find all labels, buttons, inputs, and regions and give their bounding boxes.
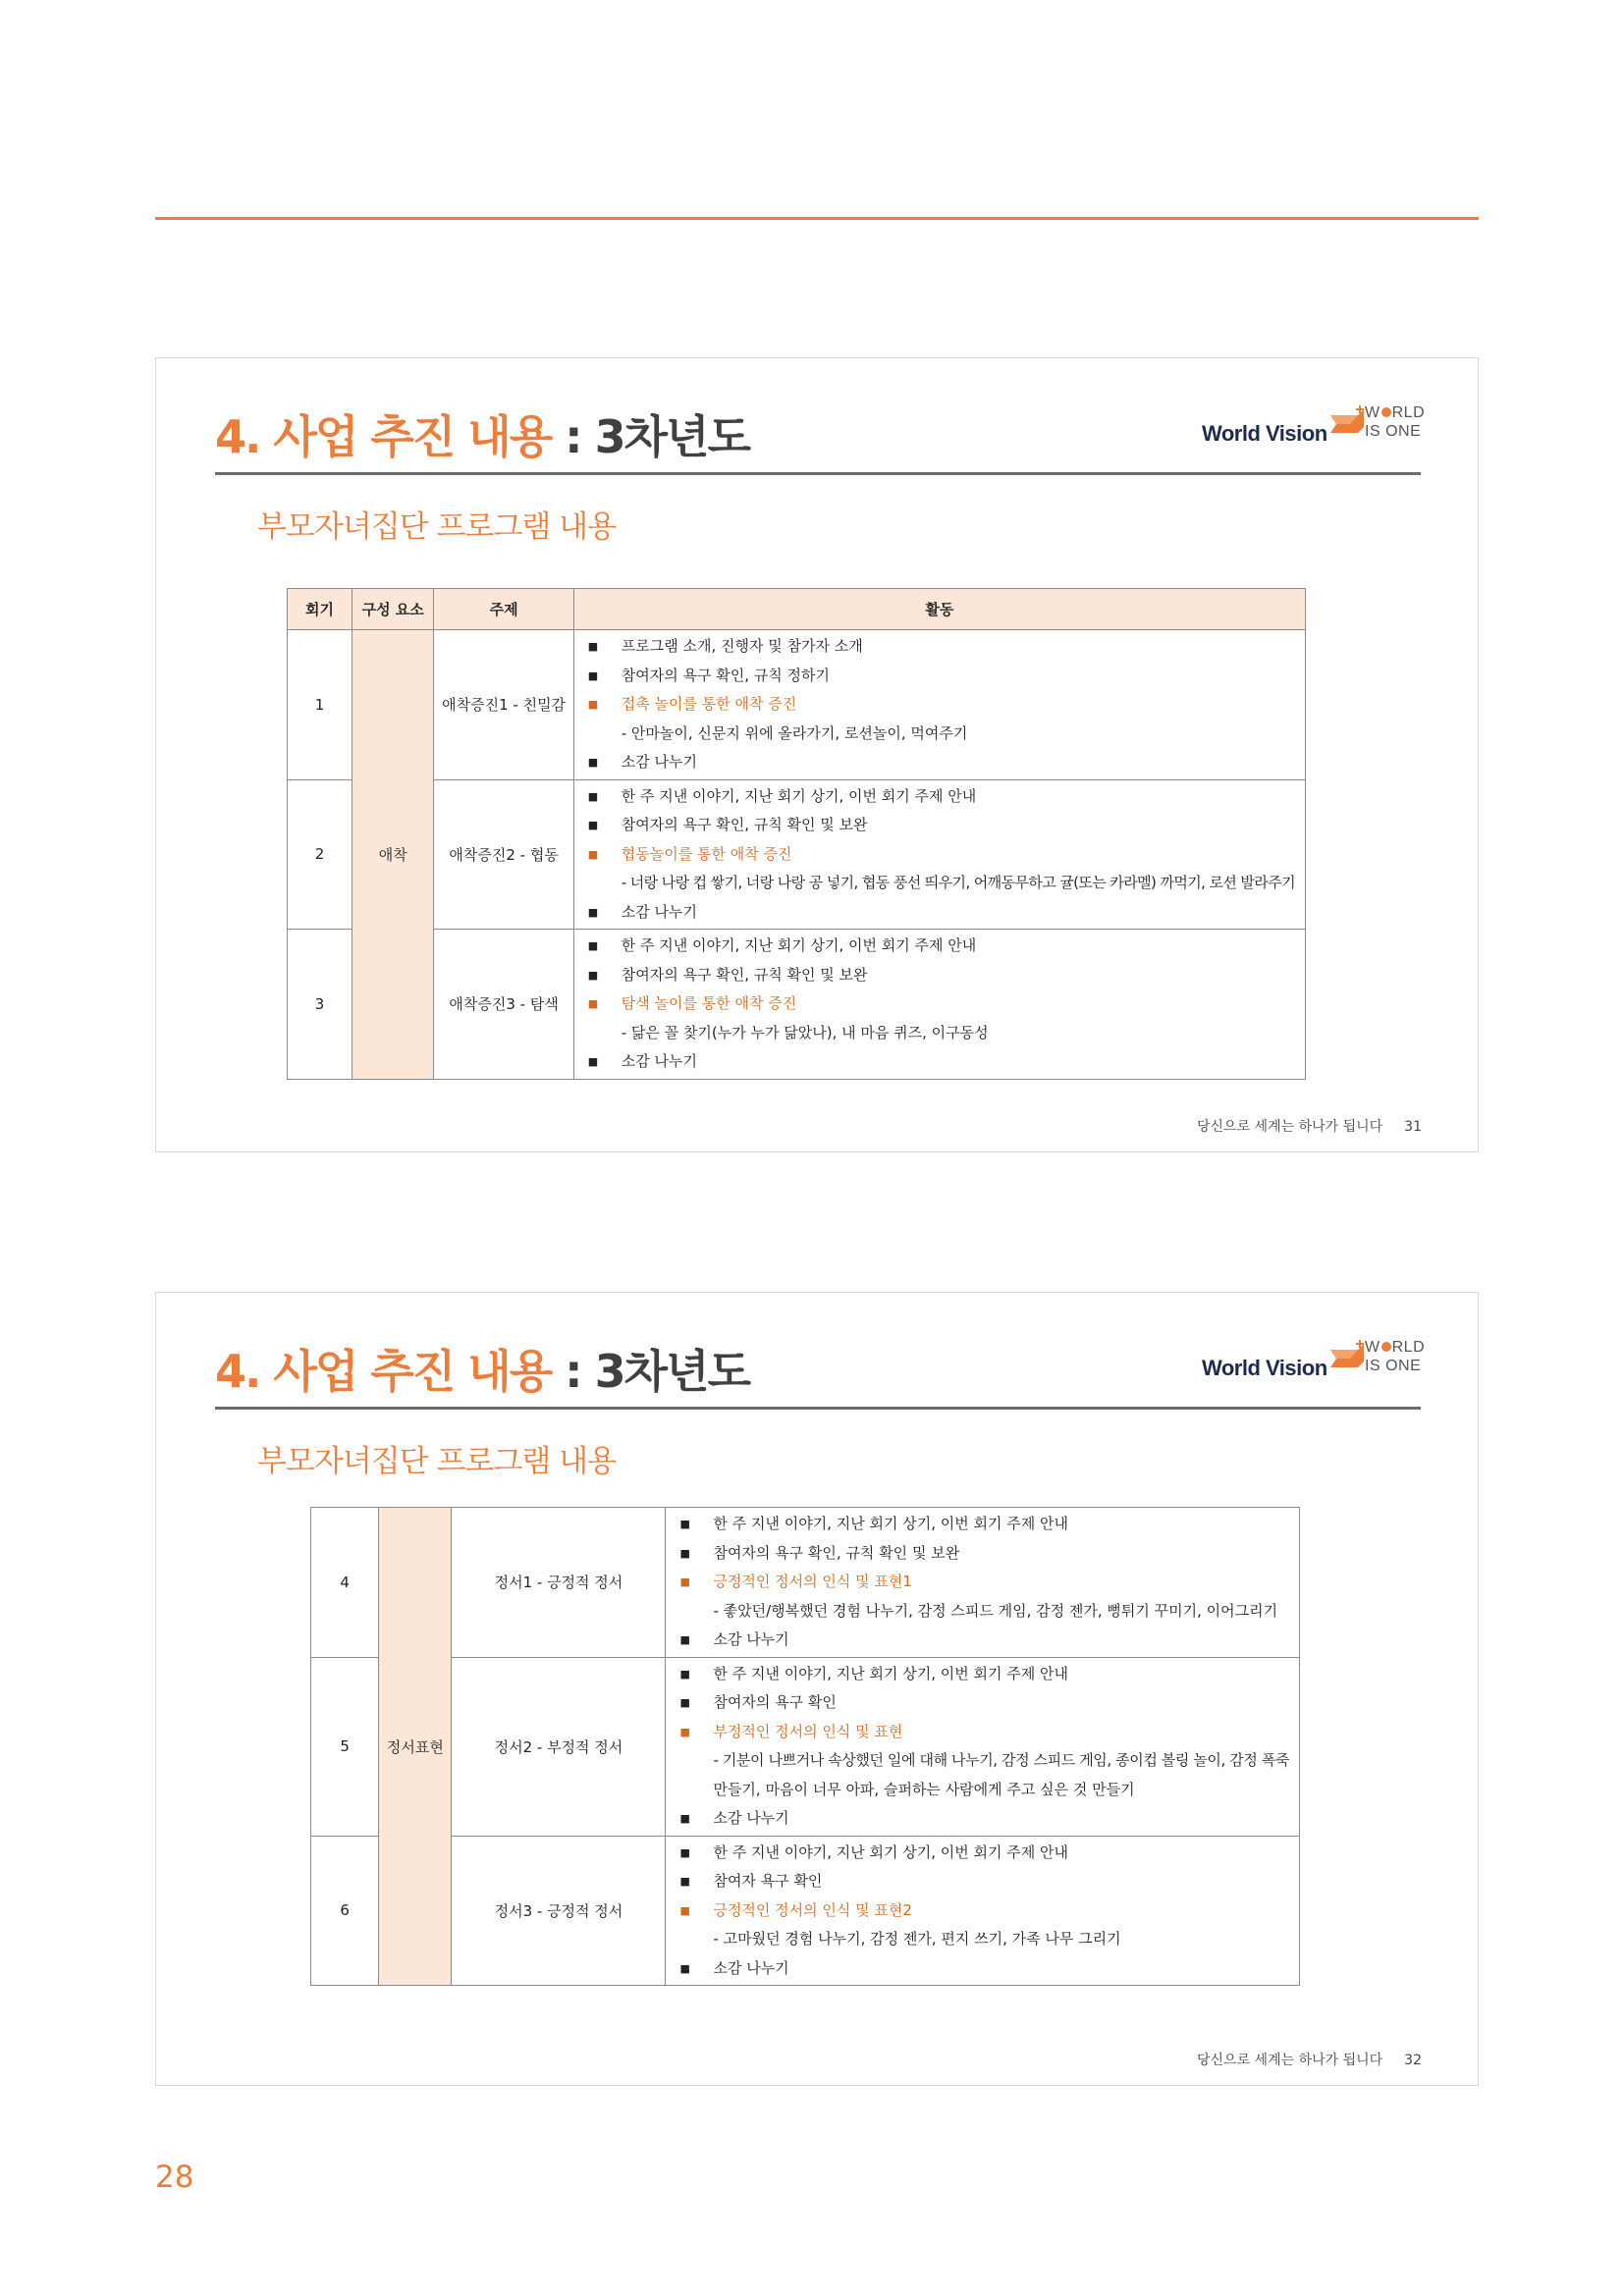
bullet-icon: ■ xyxy=(587,997,599,1010)
tagline-is-one: IS ONE xyxy=(1365,423,1422,440)
tagline-w: W xyxy=(1365,404,1380,421)
title-main: 4. 사업 추진 내용 xyxy=(215,1345,552,1398)
topic-cell: 애착증진2 - 협동 xyxy=(434,779,573,930)
activity-subitem: - 좋았던/행복했던 경험 나누기, 감정 스피드 게임, 감정 젠가, 뻥튀기 꾸미기, 이어그리기 xyxy=(713,1601,1278,1620)
topic-cell: 정서1 - 긍정적 정서 xyxy=(452,1508,666,1658)
activity-item-highlight: ■ 긍정적인 정서의 인식 및 표현2 xyxy=(676,1896,1289,1926)
section-title: 부모자녀집단 프로그램 내용 xyxy=(257,1444,617,1479)
activity-cell xyxy=(573,930,1305,1080)
slide-title xyxy=(215,401,749,466)
section-title: 부모자녀집단 프로그램 내용 xyxy=(257,509,617,545)
table-row xyxy=(288,630,1306,780)
activity-item: ■ 참여자의 욕구 확인, 규칙 확인 및 보완 xyxy=(584,961,1295,990)
activity-item: ■ 소감 나누기 xyxy=(584,1047,1295,1077)
footer-page-number: 32 xyxy=(1404,2053,1422,2068)
bullet-icon: ■ xyxy=(679,1696,690,1709)
activity-item: ■ 참여자의 욕구 확인, 규칙 정하기 xyxy=(584,662,1295,691)
world-vision-flag-icon xyxy=(1330,1340,1364,1367)
bullet-icon: ■ xyxy=(587,668,599,682)
table-row xyxy=(311,1836,1300,1986)
topic-cell: 애착증진3 - 탐색 xyxy=(434,930,573,1080)
slide-title xyxy=(215,1336,749,1401)
bullet-icon: ■ xyxy=(679,1518,690,1530)
table-row xyxy=(288,779,1306,930)
activity-item: ■ 소감 나누기 xyxy=(676,1626,1289,1655)
activity-item: ■ 소감 나누기 xyxy=(584,898,1295,928)
page-number: 28 xyxy=(155,2160,194,2195)
session-cell: 4 xyxy=(311,1508,379,1658)
activity-item: ■ 한 주 지낸 이야기, 지난 회기 상기, 이번 회기 주제 안내 xyxy=(676,1839,1289,1868)
tagline-rld: RLD xyxy=(1391,1339,1426,1356)
activity-item-highlight: ■ 탐색 놀이를 통한 애착 증진 xyxy=(584,989,1295,1019)
topic-cell: 애착증진1 - 친밀감 xyxy=(434,630,573,780)
bullet-icon: ■ xyxy=(679,1845,690,1859)
bullet-icon: ■ xyxy=(679,1812,690,1825)
activity-item: ■ 한 주 지낸 이야기, 지난 회기 상기, 이번 회기 주제 안내 xyxy=(676,1510,1289,1539)
bullet-icon: ■ xyxy=(679,1875,690,1888)
bullet-icon: ■ xyxy=(679,1667,690,1681)
bullet-icon: ■ xyxy=(679,1575,690,1588)
footer-slogan: 당신으로 세계는 하나가 됩니다 xyxy=(1197,2053,1383,2068)
world-vision-logo xyxy=(1202,403,1447,451)
slide-31 xyxy=(155,357,1479,1152)
activity-subitem: - 너랑 나랑 컵 쌓기, 너랑 나랑 공 넣기, 협동 풍선 띄우기, 어깨동무하고 귤(또는 카라멜) 까먹기, 로션 발라주기 xyxy=(621,874,1295,891)
component-cell: 정서표현 xyxy=(379,1508,452,1986)
logo-tagline xyxy=(1365,1338,1425,1375)
activity-subitem: - 안마놀이, 신문지 위에 올라가기, 로션놀이, 먹여주기 xyxy=(621,723,968,742)
slide-footer xyxy=(1197,2050,1422,2069)
topic-cell: 정서2 - 부정적 정서 xyxy=(452,1657,666,1836)
activity-item: ■ 참여자의 욕구 확인 xyxy=(676,1688,1289,1718)
activity-subitem: - 고마웠던 경험 나누기, 감정 젠가, 편지 쓰기, 가족 나무 그리기 xyxy=(713,1930,1121,1948)
activity-cell xyxy=(573,630,1305,780)
activity-item-highlight: ■ 협동놀이를 통한 애착 증진 xyxy=(584,840,1295,870)
activity-item-highlight: ■ 긍정적인 정서의 인식 및 표현1 xyxy=(676,1568,1289,1597)
tagline-w: W xyxy=(1365,1339,1380,1356)
title-sub: 3차년도 xyxy=(594,410,749,463)
bullet-icon: ■ xyxy=(587,1055,599,1068)
title-separator: : xyxy=(551,1345,595,1398)
bullet-icon: ■ xyxy=(587,789,599,803)
world-vision-logo xyxy=(1202,1338,1447,1385)
program-table xyxy=(287,588,1306,1080)
activity-item: ■ 한 주 지낸 이야기, 지난 회기 상기, 이번 회기 주제 안내 xyxy=(676,1660,1289,1689)
component-cell: 애착 xyxy=(352,630,434,1080)
activity-cell xyxy=(573,779,1305,930)
program-table xyxy=(310,1507,1300,1986)
logo-brand: World Vision xyxy=(1202,1356,1327,1380)
activity-subitem-continued: 만들기, 마음이 너무 아파, 슬퍼하는 사람에게 주고 싶은 것 만들기 xyxy=(713,1780,1135,1798)
title-divider xyxy=(215,1407,1421,1410)
tagline-rld: RLD xyxy=(1391,404,1426,421)
logo-brand: World Vision xyxy=(1202,421,1327,446)
bullet-icon: ■ xyxy=(679,1961,690,1975)
activity-item: ■ 한 주 지낸 이야기, 지난 회기 상기, 이번 회기 주제 안내 xyxy=(584,782,1295,812)
activity-item: ■ 소감 나누기 xyxy=(676,1954,1289,1984)
bullet-icon: ■ xyxy=(587,939,599,952)
header-component: 구성 요소 xyxy=(352,589,434,630)
slide-footer xyxy=(1197,1116,1422,1136)
bullet-icon: ■ xyxy=(587,905,599,919)
tagline-is-one: IS ONE xyxy=(1365,1358,1422,1374)
table-row xyxy=(311,1508,1300,1658)
activity-item-highlight: ■ 부정적인 정서의 인식 및 표현 xyxy=(676,1718,1289,1747)
session-cell: 2 xyxy=(288,779,352,930)
activity-item: ■ 참여자 욕구 확인 xyxy=(676,1867,1289,1896)
bullet-icon: ■ xyxy=(587,847,599,861)
header-topic: 주제 xyxy=(434,589,573,630)
session-cell: 6 xyxy=(311,1836,379,1986)
activity-item-highlight: ■ 접촉 놀이를 통한 애착 증진 xyxy=(584,690,1295,720)
activity-item: ■ 소감 나누기 xyxy=(584,748,1295,777)
title-main: 4. 사업 추진 내용 xyxy=(215,410,552,463)
bullet-icon: ■ xyxy=(587,756,599,769)
header-session: 회기 xyxy=(288,589,352,630)
logo-tagline xyxy=(1365,403,1425,441)
activity-cell xyxy=(666,1657,1300,1836)
table-row xyxy=(288,930,1306,1080)
footer-page-number: 31 xyxy=(1404,1119,1422,1135)
header-activity: 활동 xyxy=(573,589,1305,630)
bullet-icon: ■ xyxy=(587,968,599,982)
activity-cell xyxy=(666,1508,1300,1658)
top-divider xyxy=(155,217,1479,220)
bullet-icon: ■ xyxy=(679,1633,690,1646)
globe-dot-icon xyxy=(1381,1342,1391,1352)
table-header-row xyxy=(288,589,1306,630)
bullet-icon: ■ xyxy=(587,698,599,711)
title-divider xyxy=(215,472,1421,475)
bullet-icon: ■ xyxy=(587,819,599,831)
activity-subitem: - 닮은 꼴 찾기(누가 누가 닮았나), 내 마음 퀴즈, 이구동성 xyxy=(621,1023,989,1041)
bullet-icon: ■ xyxy=(587,640,599,653)
activity-item: ■ 한 주 지낸 이야기, 지난 회기 상기, 이번 회기 주제 안내 xyxy=(584,932,1295,961)
slide-32 xyxy=(155,1292,1479,2086)
activity-subitem: - 기분이 나쁘거나 속상했던 일에 대해 나누기, 감정 스피드 게임, 종이컵 볼링 놀이, 감정 폭죽 xyxy=(713,1751,1289,1769)
session-cell: 5 xyxy=(311,1657,379,1836)
session-cell: 3 xyxy=(288,930,352,1080)
activity-cell xyxy=(666,1836,1300,1986)
activity-item: ■ 참여자의 욕구 확인, 규칙 확인 및 보완 xyxy=(584,811,1295,840)
footer-slogan: 당신으로 세계는 하나가 됩니다 xyxy=(1197,1119,1383,1135)
world-vision-flag-icon xyxy=(1330,405,1364,433)
bullet-icon: ■ xyxy=(679,1546,690,1560)
title-separator: : xyxy=(551,410,595,463)
table-row xyxy=(311,1657,1300,1836)
activity-item: ■ 참여자의 욕구 확인, 규칙 확인 및 보완 xyxy=(676,1539,1289,1569)
globe-dot-icon xyxy=(1381,407,1391,417)
title-sub: 3차년도 xyxy=(594,1345,749,1398)
bullet-icon: ■ xyxy=(679,1903,690,1917)
activity-item: ■ 소감 나누기 xyxy=(676,1804,1289,1834)
session-cell: 1 xyxy=(288,630,352,780)
activity-item: ■ 프로그램 소개, 진행자 및 참가자 소개 xyxy=(584,632,1295,662)
bullet-icon: ■ xyxy=(679,1725,690,1738)
topic-cell: 정서3 - 긍정적 정서 xyxy=(452,1836,666,1986)
